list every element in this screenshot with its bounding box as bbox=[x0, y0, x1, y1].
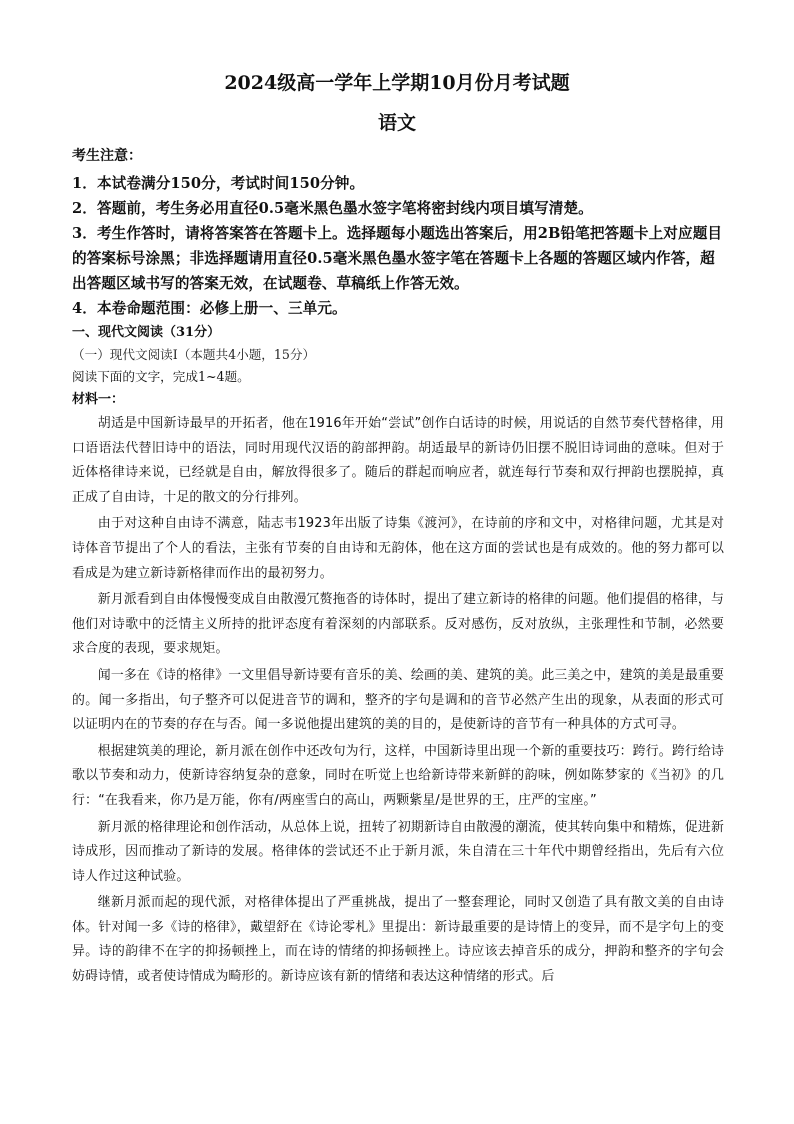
paragraph-1: 胡适是中国新诗最早的开拓者，他在1916年开始“尝试”创作白话诗的时候，用说话的自然节奏代替格律，用口语语法代替旧诗中的语法，同时用现代汉语的韵部押韵。胡适最早的新诗仍旧摆不脱旧诗词曲的意味。但对于近体格律诗来说，已经就是自由，解放得很多了。随后的群起而响应者，就连每行节奏和双行押韵也摆脱掉，真正成了自由诗，十足的散文的分行排列。 bbox=[72, 416, 724, 505]
notice-item-1: 1．本试卷满分150分，考试时间150分钟。 bbox=[72, 175, 365, 192]
notice-item-4: 4．本卷命题范围：必修上册一、三单元。 bbox=[72, 300, 347, 317]
exam-content bbox=[72, 146, 724, 992]
section-instruction: 阅读下面的文字，完成1~4题。 bbox=[72, 369, 250, 384]
paragraph-6: 新月派的格律理论和创作活动，从总体上说，扭转了初期新诗自由散漫的潮流，使其转向集中和精炼，促进新诗成形，因而推动了新诗的发展。格律体的尝试还不止于新月派，朱自清在三十年代中期曾经指出，先后有六位诗人作过这种试验。 bbox=[72, 819, 724, 884]
paragraph-5: 根据建筑美的理论，新月派在创作中还改句为行，这样，中国新诗里出现一个新的重要技巧：跨行。跨行给诗歌以节奏和动力，使新诗容纳复杂的意象，同时在听觉上也给新诗带来新鲜的韵味，例如陈梦家的《当初》的几行：“在我看来，你乃是万能，你有/两座雪白的高山，两颗紫星/是世界的王，庄严的宝座。” bbox=[72, 743, 724, 808]
section-subtitle: （一）现代文阅读Ⅰ（本题共4小题，15分） bbox=[72, 347, 316, 362]
notice-item-3: 3．考生作答时，请将答案答在答题卡上。选择题每小题选出答案后，用2B铅笔把答题卡上对应题目的答案标号涂黑；非选择题请用直径0.5毫米黑色墨水签字笔在答题卡上各题的答题区域内作答，超出答题区域书写的答案无效，在试题卷、草稿纸上作答无效。 bbox=[72, 225, 723, 292]
section-title: 一、现代文阅读（31分） bbox=[72, 325, 221, 340]
notice-heading: 考生注意： bbox=[72, 148, 142, 164]
paragraph-4: 闻一多在《诗的格律》一文里倡导新诗要有音乐的美、绘画的美、建筑的美。此三美之中，建筑的美是最重要的。闻一多指出，句子整齐可以促进音节的调和，整齐的字句是调和的音节必然产生出的现象，从表面的形式可以证明内在的节奏的存在与否。闻一多说他提出建筑的美的目的，是使新诗的音节有一种具体的方式可寻。 bbox=[72, 667, 724, 733]
exam-title: 2024级高一学年上学期10月份月考试题 bbox=[224, 72, 570, 94]
notice-item-2: 2．答题前，考生务必用直径0.5毫米黑色墨水签字笔将密封线内项目填写清楚。 bbox=[72, 200, 593, 217]
exam-subject: 语文 bbox=[377, 112, 416, 134]
paragraph-7: 继新月派而起的现代派，对格律体提出了严重挑战，提出了一整套理论，同时又创造了具有散文美的自由诗体。针对闻一多《诗的格律》，戴望舒在《诗论零札》里提出：新诗最重要的是诗情上的变异，而不是字句上的变异。诗的韵律不在字的抑扬顿挫上，而在诗的情绪的抑扬顿挫上。诗应该去掉音乐的成分，押韵和整齐的字句会妨碍诗情，或者使诗情成为畸形的。新诗应该有新的情绪和表达这种情绪的形式。后 bbox=[72, 895, 724, 985]
paragraph-3: 新月派看到自由体慢慢变成自由散漫冗赘拖沓的诗体时，提出了建立新诗的格律的问题。他们提倡的格律，与他们对诗歌中的泛情主义所持的批评态度有着深刻的内部联系。反对感伤，反对放纵，主张理性和节制，必然要求合度的表现，要求规矩。 bbox=[72, 592, 724, 657]
paragraph-2: 由于对这种自由诗不满意，陆志韦1923年出版了诗集《渡河》，在诗前的序和文中，对格律问题，尤其是对诗体音节提出了个人的看法，主张有节奏的自由诗和无韵体，他在这方面的尝试也是有成效的。他的努力都可以看成是为建立新诗新格律而作出的最初努力。 bbox=[72, 516, 724, 581]
material-label: 材料一： bbox=[72, 392, 125, 407]
